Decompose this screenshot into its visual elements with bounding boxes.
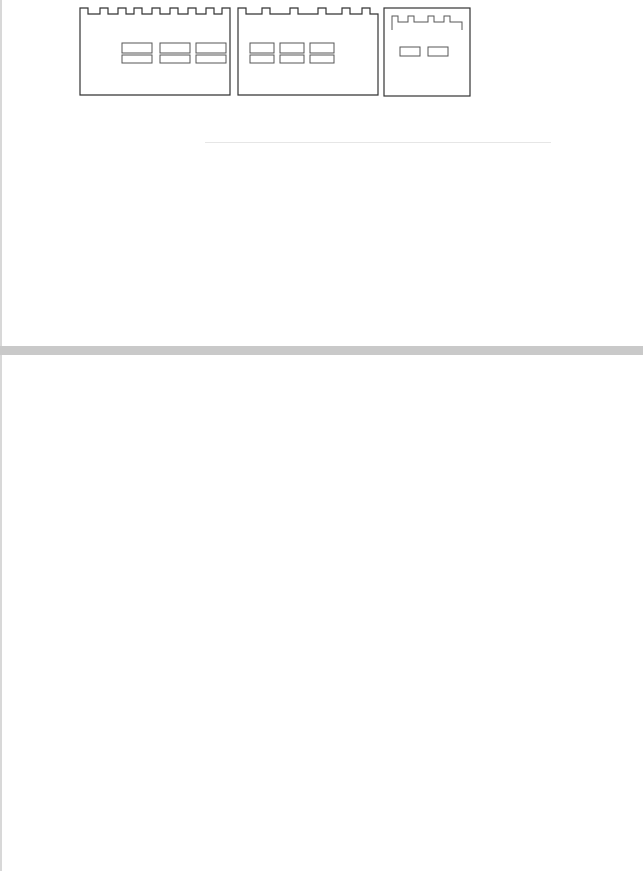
connector-c-diagram [384,8,470,96]
connector-diagrams [0,0,643,135]
connector-a-diagram [80,8,230,95]
section-separator [205,142,551,143]
page-divider [0,346,643,355]
connector-b-diagram [238,8,378,95]
